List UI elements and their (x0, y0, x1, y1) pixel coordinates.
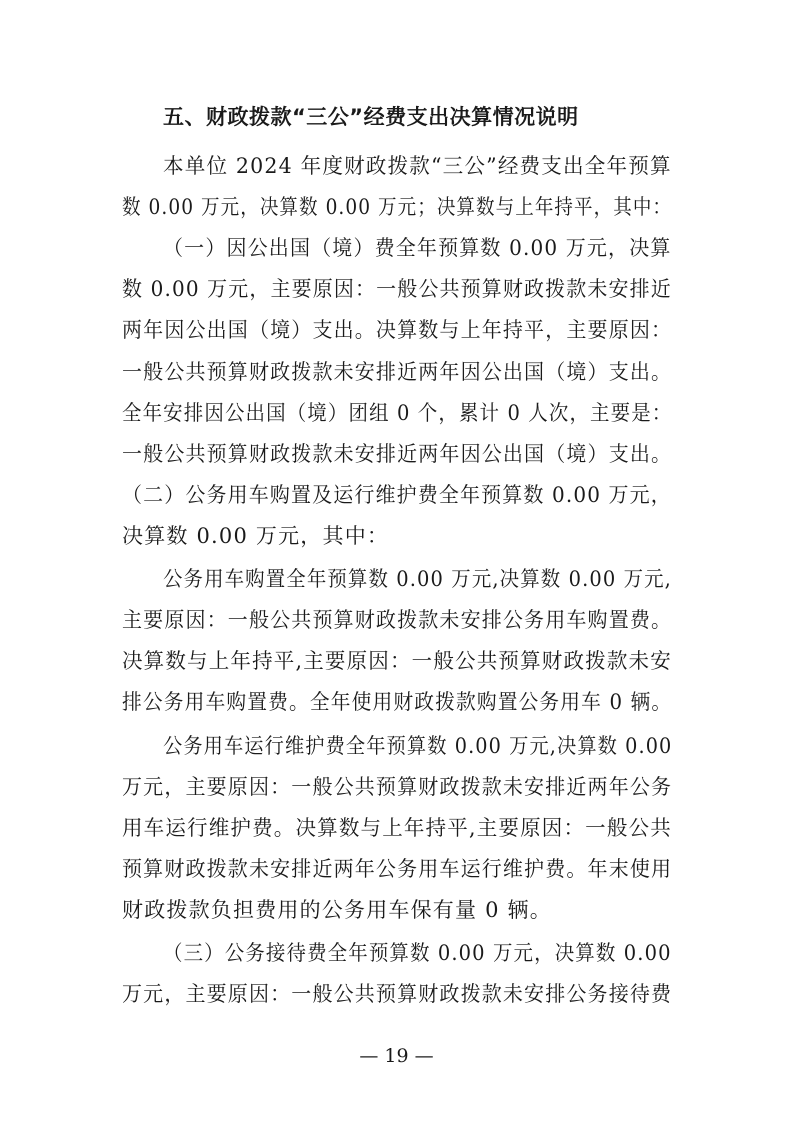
paragraph-line: （一）因公出国（境）费全年预算数 0.00 万元，决算 (163, 236, 672, 260)
paragraph-line: 数 0.00 万元，决算数 0.00 万元；决算数与上年持平，其中： (122, 195, 673, 219)
section-title: 五、财政拨款“三公”经费支出决算情况说明 (163, 105, 579, 129)
paragraph-line: 主要原因：一般公共预算财政拨款未安排公务用车购置费。 (122, 608, 673, 632)
paragraph-line: 财政拨款负担费用的公务用车保有量 0 辆。 (122, 898, 552, 922)
paragraph-line: 数 0.00 万元，主要原因：一般公共预算财政拨款未安排近 (122, 277, 672, 301)
page-number: — 19 — (359, 1045, 434, 1067)
paragraph-line: 排公务用车购置费。全年使用财政拨款购置公务用车 0 辆。 (122, 690, 673, 714)
paragraph-line: 决算数与上年持平,主要原因：一般公共预算财政拨款未安 (122, 649, 672, 673)
paragraph-line: 公务用车购置全年预算数 0.00 万元,决算数 0.00 万元, (163, 567, 672, 591)
paragraph-line: 万元，主要原因：一般公共预算财政拨款未安排近两年公务 (122, 775, 673, 799)
paragraph-line: 全年安排因公出国（境）团组 0 个，累计 0 人次，主要是： (122, 401, 673, 425)
paragraph-line: 本单位 2024 年度财政拨款“三公”经费支出全年预算 (163, 154, 672, 178)
paragraph-line: 万元，主要原因：一般公共预算财政拨款未安排公务接待费 (122, 982, 673, 1006)
paragraph-line: 预算财政拨款未安排近两年公务用车运行维护费。年末使用 (122, 857, 673, 881)
paragraph-line: 一般公共预算财政拨款未安排近两年因公出国（境）支出。 (122, 442, 673, 466)
paragraph-line: 决算数 0.00 万元，其中： (122, 524, 390, 548)
paragraph-line: 两年因公出国（境）支出。决算数与上年持平，主要原因： (122, 318, 673, 342)
paragraph-line: 用车运行维护费。决算数与上年持平,主要原因：一般公共 (122, 816, 672, 840)
paragraph-line: （三）公务接待费全年预算数 0.00 万元，决算数 0.00 (163, 941, 672, 965)
paragraph-line: 公务用车运行维护费全年预算数 0.00 万元,决算数 0.00 (163, 734, 673, 758)
paragraph-line: （二）公务用车购置及运行维护费全年预算数 0.00 万元， (122, 483, 672, 507)
paragraph-line: 一般公共预算财政拨款未安排近两年因公出国（境）支出。 (122, 360, 673, 384)
